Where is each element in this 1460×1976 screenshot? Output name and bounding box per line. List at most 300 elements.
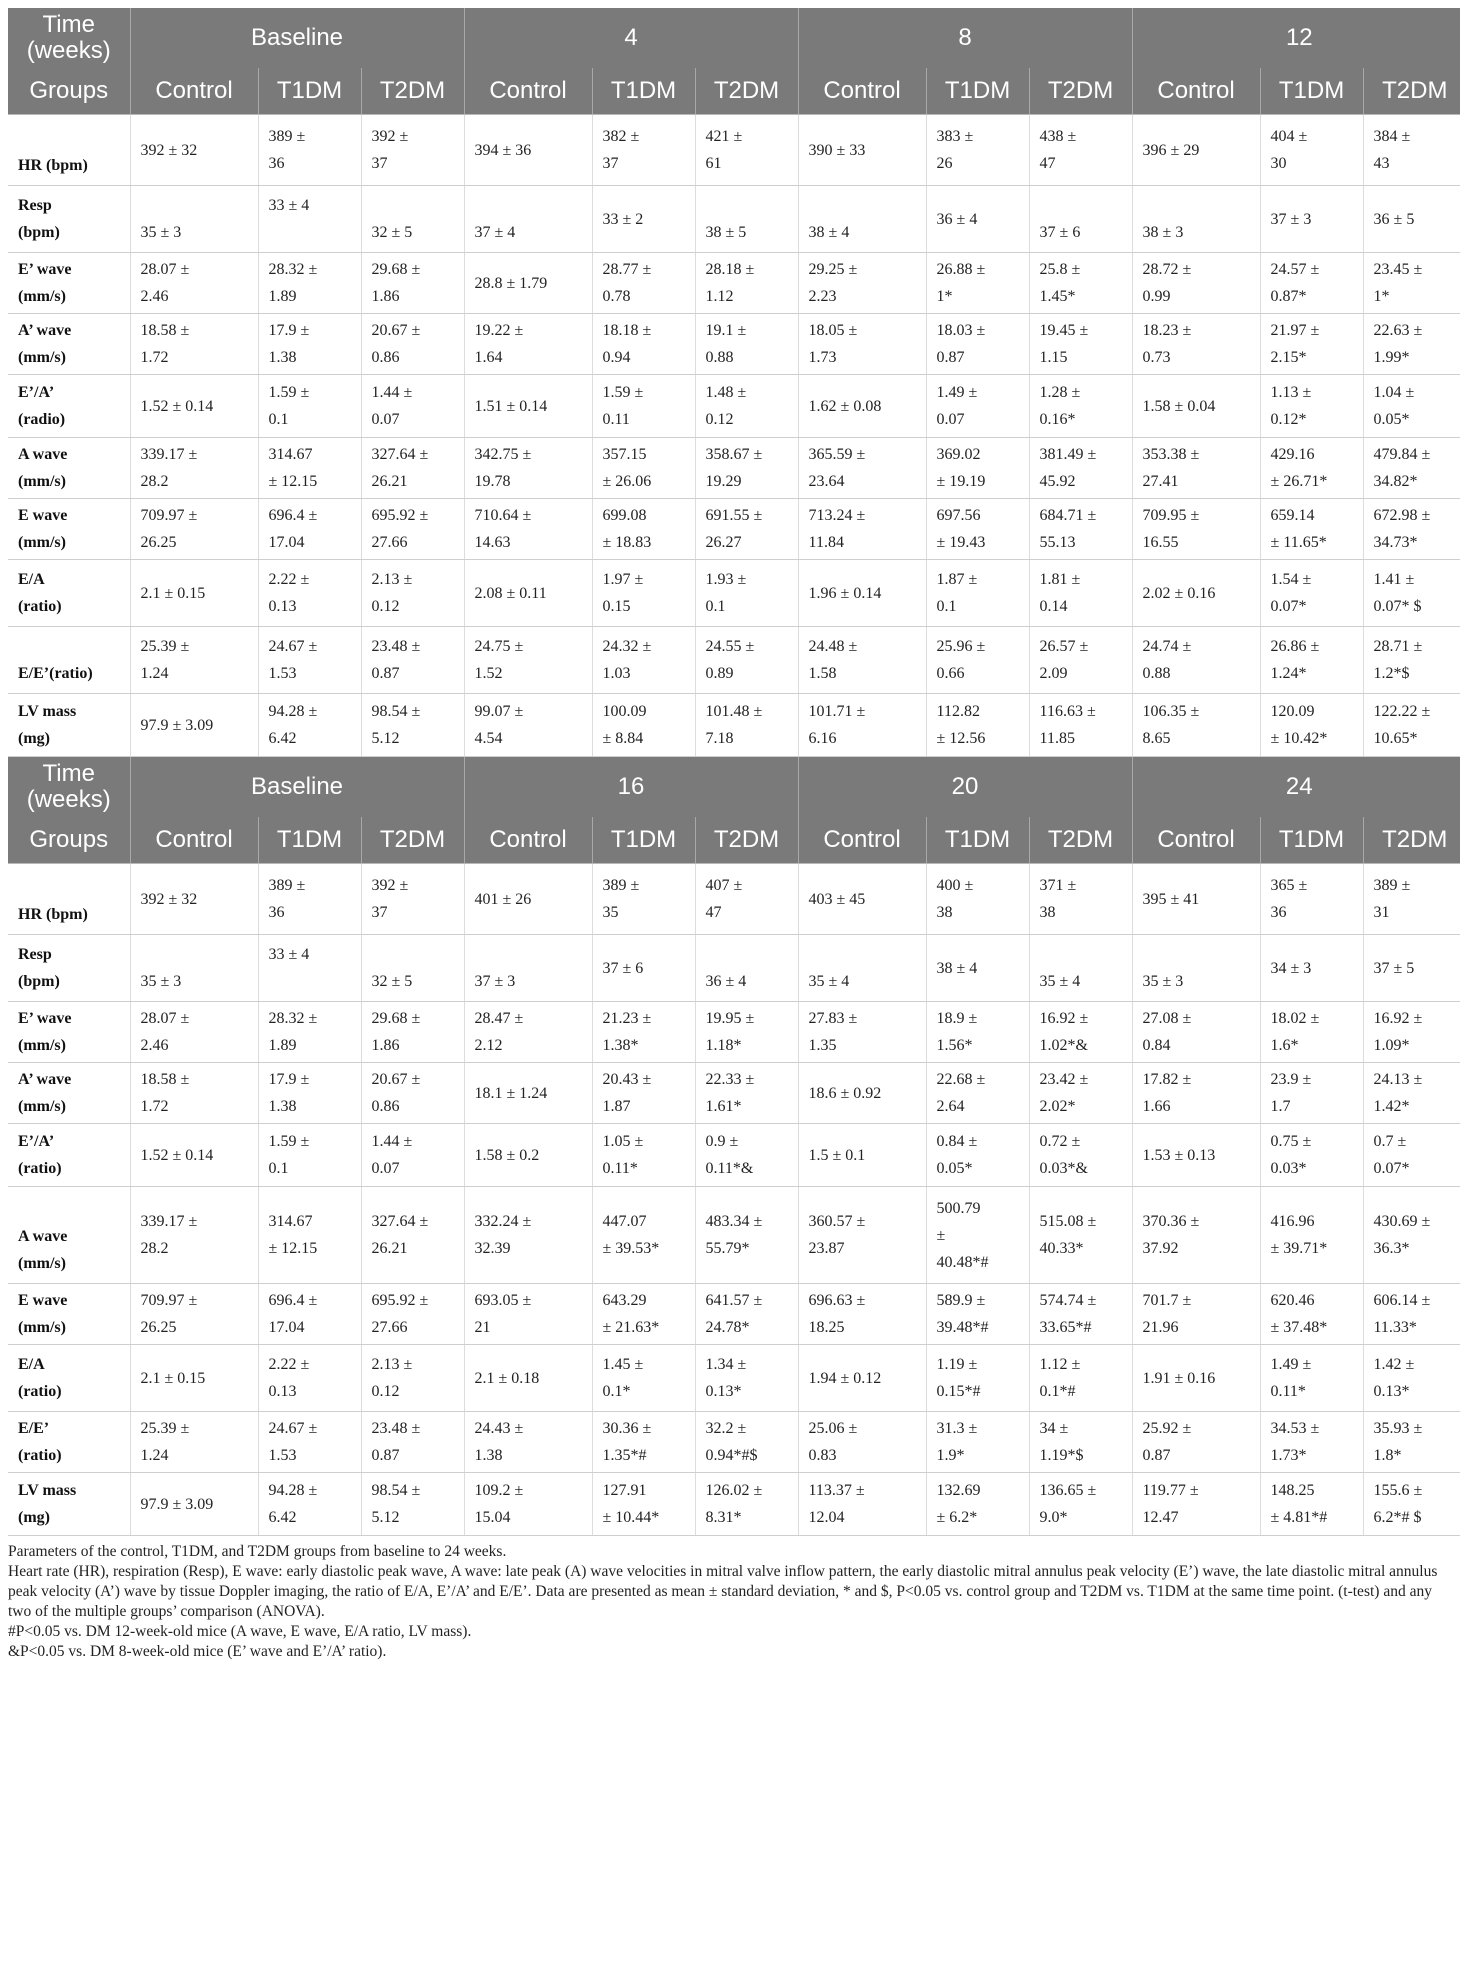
table-cell: 20.67 ± 0.86: [361, 1063, 464, 1124]
group-header-t1dm: T1DM: [258, 817, 361, 864]
table-cell: 2.1 ± 0.15: [130, 560, 258, 627]
table-cell: 35.93 ± 1.8*: [1363, 1412, 1460, 1473]
table-cell: 24.32 ± 1.03: [592, 627, 695, 694]
table-row: [8, 694, 1460, 757]
table-cell: 1.94 ± 0.12: [798, 1345, 926, 1412]
table-cell: 396 ± 29: [1132, 115, 1260, 186]
table-cell: 25.96 ± 0.66: [926, 627, 1029, 694]
table-cell: 574.74 ± 33.65*#: [1029, 1284, 1132, 1345]
table-cell: 29.68 ± 1.86: [361, 253, 464, 314]
table-row: [8, 560, 1460, 627]
table-cell: 1.45 ± 0.1*: [592, 1345, 695, 1412]
table-cell: 620.46 ± 37.48*: [1260, 1284, 1363, 1345]
table-cell: 28.32 ± 1.89: [258, 253, 361, 314]
table-cell: 479.84 ± 34.82*: [1363, 438, 1460, 499]
parameter-label: E wave (mm/s): [8, 499, 130, 560]
table-cell: 32.2 ± 0.94*#$: [695, 1412, 798, 1473]
parameter-label: E/A (ratio): [8, 560, 130, 627]
table-cell: 2.13 ± 0.12: [361, 1345, 464, 1412]
table-footnotes: [8, 1542, 1453, 1662]
table-cell: 1.19 ± 0.15*#: [926, 1345, 1029, 1412]
group-header-t2dm: T2DM: [361, 68, 464, 115]
table-cell: 34 ± 1.19*$: [1029, 1412, 1132, 1473]
table-cell: 22.68 ± 2.64: [926, 1063, 1029, 1124]
table-cell: 29.68 ± 1.86: [361, 1002, 464, 1063]
groups-header: Groups: [8, 68, 130, 115]
table-cell: 2.22 ± 0.13: [258, 560, 361, 627]
table-cell: 1.48 ± 0.12: [695, 375, 798, 438]
table-cell: 26.88 ± 1*: [926, 253, 1029, 314]
table-cell: 23.42 ± 2.02*: [1029, 1063, 1132, 1124]
table-cell: 23.45 ± 1*: [1363, 253, 1460, 314]
group-header-t2dm: T2DM: [361, 817, 464, 864]
footnote-abbreviations: Heart rate (HR), respiration (Resp), E wave: early diastolic peak wave, A wave: late peak (A) wave velocities in mitral valve inflow pattern, the early diastolic mitral annulus peak velocity (E’) wave, the late diastolic mitral annulus peak velocity (A’) wave by tissue Doppler imaging, the ratio of E/A, E’/A’ and E/E’. Data are presented as mean ± standard deviation, * and $, P<0.05 vs. control group and T2DM vs. T1DM at the same time point. (t-test) and any two of the multiple groups’ comparison (ANOVA).: [8, 1563, 1438, 1620]
table-row: [8, 1063, 1460, 1124]
table-cell: 99.07 ± 4.54: [464, 694, 592, 757]
table-cell: 36 ± 5: [1363, 186, 1460, 253]
table-cell: 2.1 ± 0.18: [464, 1345, 592, 1412]
table-cell: 28.72 ± 0.99: [1132, 253, 1260, 314]
table-cell: 29.25 ± 2.23: [798, 253, 926, 314]
results-table-weeks-0-12: [8, 8, 1460, 757]
table-cell: 18.58 ± 1.72: [130, 314, 258, 375]
group-header-control: Control: [798, 817, 926, 864]
group-header-t2dm: T2DM: [695, 68, 798, 115]
table-cell: 438 ± 47: [1029, 115, 1132, 186]
group-header-t1dm: T1DM: [1260, 817, 1363, 864]
table-cell: 1.87 ± 0.1: [926, 560, 1029, 627]
table-cell: 693.05 ± 21: [464, 1284, 592, 1345]
table-cell: 389 ± 35: [592, 864, 695, 935]
table-cell: 1.49 ± 0.11*: [1260, 1345, 1363, 1412]
parameter-label: E wave (mm/s): [8, 1284, 130, 1345]
time-point-24: 24: [1132, 757, 1460, 817]
table-cell: 28.8 ± 1.79: [464, 253, 592, 314]
group-header-t1dm: T1DM: [592, 817, 695, 864]
table-cell: 1.93 ± 0.1: [695, 560, 798, 627]
group-header-control: Control: [130, 817, 258, 864]
table-row: [8, 253, 1460, 314]
time-point-16: 16: [464, 757, 798, 817]
table-cell: 339.17 ± 28.2: [130, 1187, 258, 1284]
table-cell: 24.48 ± 1.58: [798, 627, 926, 694]
table-cell: 314.67 ± 12.15: [258, 1187, 361, 1284]
table-cell: 1.49 ± 0.07: [926, 375, 1029, 438]
table-cell: 1.58 ± 0.2: [464, 1124, 592, 1187]
table-cell: 381.49 ± 45.92: [1029, 438, 1132, 499]
parameter-label: E’/A’ (radio): [8, 375, 130, 438]
table-cell: 641.57 ± 24.78*: [695, 1284, 798, 1345]
table-cell: 120.09 ± 10.42*: [1260, 694, 1363, 757]
table-cell: 314.67 ± 12.15: [258, 438, 361, 499]
table-cell: 392 ± 32: [130, 115, 258, 186]
table-cell: 684.71 ± 55.13: [1029, 499, 1132, 560]
group-header-control: Control: [798, 68, 926, 115]
parameter-label: LV mass (mg): [8, 694, 130, 757]
table-cell: 148.25 ± 4.81*#: [1260, 1473, 1363, 1536]
table-cell: 400 ± 38: [926, 864, 1029, 935]
table-cell: 18.6 ± 0.92: [798, 1063, 926, 1124]
table-cell: 16.92 ± 1.02*&: [1029, 1002, 1132, 1063]
group-header-t1dm: T1DM: [592, 68, 695, 115]
parameter-label: LV mass (mg): [8, 1473, 130, 1536]
group-header-control: Control: [464, 817, 592, 864]
table-cell: 27.83 ± 1.35: [798, 1002, 926, 1063]
table-cell: 112.82 ± 12.56: [926, 694, 1029, 757]
table-cell: 28.77 ± 0.78: [592, 253, 695, 314]
table-cell: 136.65 ± 9.0*: [1029, 1473, 1132, 1536]
table-cell: 401 ± 26: [464, 864, 592, 935]
table-cell: 101.71 ± 6.16: [798, 694, 926, 757]
table-cell: 37 ± 6: [592, 935, 695, 1002]
table-row: [8, 935, 1460, 1002]
table-cell: 155.6 ± 6.2*# $: [1363, 1473, 1460, 1536]
table-cell: 0.75 ± 0.03*: [1260, 1124, 1363, 1187]
table-cell: 369.02 ± 19.19: [926, 438, 1029, 499]
table-cell: 23.48 ± 0.87: [361, 1412, 464, 1473]
table-cell: 1.59 ± 0.11: [592, 375, 695, 438]
table-cell: 696.4 ± 17.04: [258, 499, 361, 560]
table-cell: 18.9 ± 1.56*: [926, 1002, 1029, 1063]
table-cell: 332.24 ± 32.39: [464, 1187, 592, 1284]
table-cell: 0.84 ± 0.05*: [926, 1124, 1029, 1187]
table-cell: 358.67 ± 19.29: [695, 438, 798, 499]
group-header-control: Control: [464, 68, 592, 115]
group-header-t2dm: T2DM: [1363, 68, 1460, 115]
table-cell: 19.1 ± 0.88: [695, 314, 798, 375]
table-cell: 25.8 ± 1.45*: [1029, 253, 1132, 314]
results-table-weeks-16-24: [8, 757, 1460, 1536]
table-cell: 710.64 ± 14.63: [464, 499, 592, 560]
table-cell: 691.55 ± 26.27: [695, 499, 798, 560]
table-cell: 35 ± 3: [1132, 935, 1260, 1002]
parameter-label: A’ wave (mm/s): [8, 1063, 130, 1124]
group-header-control: Control: [130, 68, 258, 115]
time-point-baseline: Baseline: [130, 8, 464, 68]
table-cell: 23.48 ± 0.87: [361, 627, 464, 694]
table-cell: 1.44 ± 0.07: [361, 375, 464, 438]
table-cell: 101.48 ± 7.18: [695, 694, 798, 757]
table-row: [8, 499, 1460, 560]
table-cell: 353.38 ± 27.41: [1132, 438, 1260, 499]
table-cell: 0.9 ± 0.11*&: [695, 1124, 798, 1187]
table-cell: 1.44 ± 0.07: [361, 1124, 464, 1187]
table-cell: 339.17 ± 28.2: [130, 438, 258, 499]
table-cell: 20.67 ± 0.86: [361, 314, 464, 375]
parameter-label: E/E’(ratio): [8, 627, 130, 694]
table-cell: 33 ± 4: [258, 186, 361, 253]
table-cell: 97.9 ± 3.09: [130, 694, 258, 757]
table-cell: 27.08 ± 0.84: [1132, 1002, 1260, 1063]
table-cell: 327.64 ± 26.21: [361, 438, 464, 499]
table-cell: 19.95 ± 1.18*: [695, 1002, 798, 1063]
table-cell: 24.43 ± 1.38: [464, 1412, 592, 1473]
table-cell: 342.75 ± 19.78: [464, 438, 592, 499]
table-cell: 38 ± 4: [926, 935, 1029, 1002]
group-header-t1dm: T1DM: [926, 817, 1029, 864]
table-cell: 35 ± 4: [1029, 935, 1132, 1002]
table-cell: 33 ± 2: [592, 186, 695, 253]
table-cell: 1.5 ± 0.1: [798, 1124, 926, 1187]
table-cell: 1.96 ± 0.14: [798, 560, 926, 627]
table-cell: 25.92 ± 0.87: [1132, 1412, 1260, 1473]
parameter-label: A’ wave (mm/s): [8, 314, 130, 375]
table-cell: 430.69 ± 36.3*: [1363, 1187, 1460, 1284]
table-cell: 390 ± 33: [798, 115, 926, 186]
table-cell: 97.9 ± 3.09: [130, 1473, 258, 1536]
parameter-label: E/E’ (ratio): [8, 1412, 130, 1473]
table-cell: 35 ± 4: [798, 935, 926, 1002]
table-cell: 384 ± 43: [1363, 115, 1460, 186]
table-cell: 28.47 ± 2.12: [464, 1002, 592, 1063]
table-cell: 1.41 ± 0.07* $: [1363, 560, 1460, 627]
table-cell: 643.29 ± 21.63*: [592, 1284, 695, 1345]
parameter-label: HR (bpm): [8, 864, 130, 935]
table-cell: 122.22 ± 10.65*: [1363, 694, 1460, 757]
table-cell: 32 ± 5: [361, 186, 464, 253]
table-row: [8, 1345, 1460, 1412]
table-cell: 28.71 ± 1.2*$: [1363, 627, 1460, 694]
table-cell: 1.53 ± 0.13: [1132, 1124, 1260, 1187]
table-cell: 696.4 ± 17.04: [258, 1284, 361, 1345]
group-header-t1dm: T1DM: [1260, 68, 1363, 115]
table-cell: 1.59 ± 0.1: [258, 1124, 361, 1187]
table-cell: 28.18 ± 1.12: [695, 253, 798, 314]
table-cell: 17.82 ± 1.66: [1132, 1063, 1260, 1124]
time-point-20: 20: [798, 757, 1132, 817]
footnote-caption: Parameters of the control, T1DM, and T2DM groups from baseline to 24 weeks.: [8, 1543, 507, 1560]
table-cell: 33 ± 4: [258, 935, 361, 1002]
table-cell: 357.15 ± 26.06: [592, 438, 695, 499]
parameter-label: E’/A’ (ratio): [8, 1124, 130, 1187]
table-row: [8, 438, 1460, 499]
table-cell: 500.79 ± 40.48*#: [926, 1187, 1029, 1284]
table-row: [8, 1412, 1460, 1473]
table-cell: 382 ± 37: [592, 115, 695, 186]
table-cell: 394 ± 36: [464, 115, 592, 186]
parameter-label: HR (bpm): [8, 115, 130, 186]
group-header-control: Control: [1132, 817, 1260, 864]
table-cell: 25.06 ± 0.83: [798, 1412, 926, 1473]
footnote-ampersand: &P<0.05 vs. DM 8-week-old mice (E’ wave and E’/A’ ratio).: [8, 1643, 387, 1660]
table-cell: 1.12 ± 0.1*#: [1029, 1345, 1132, 1412]
table-row: [8, 1124, 1460, 1187]
table-cell: 25.39 ± 1.24: [130, 1412, 258, 1473]
table-cell: 116.63 ± 11.85: [1029, 694, 1132, 757]
table-cell: 421 ± 61: [695, 115, 798, 186]
table-cell: 383 ± 26: [926, 115, 1029, 186]
table-row: [8, 1284, 1460, 1345]
table-cell: 392 ± 37: [361, 864, 464, 935]
table-cell: 23.9 ± 1.7: [1260, 1063, 1363, 1124]
table-cell: 696.63 ± 18.25: [798, 1284, 926, 1345]
table-cell: 672.98 ± 34.73*: [1363, 499, 1460, 560]
parameter-label: Resp (bpm): [8, 186, 130, 253]
table-row: [8, 627, 1460, 694]
table-cell: 659.14 ± 11.65*: [1260, 499, 1363, 560]
table-cell: 34.53 ± 1.73*: [1260, 1412, 1363, 1473]
table-cell: 119.77 ± 12.47: [1132, 1473, 1260, 1536]
table-cell: 16.92 ± 1.09*: [1363, 1002, 1460, 1063]
table-cell: 17.9 ± 1.38: [258, 314, 361, 375]
table-cell: 447.07 ± 39.53*: [592, 1187, 695, 1284]
table-cell: 18.23 ± 0.73: [1132, 314, 1260, 375]
group-header-t2dm: T2DM: [1029, 68, 1132, 115]
table-cell: 21.97 ± 2.15*: [1260, 314, 1363, 375]
table-cell: 1.59 ± 0.1: [258, 375, 361, 438]
table-cell: 18.58 ± 1.72: [130, 1063, 258, 1124]
table-cell: 18.02 ± 1.6*: [1260, 1002, 1363, 1063]
table-cell: 24.55 ± 0.89: [695, 627, 798, 694]
group-header-t2dm: T2DM: [1029, 817, 1132, 864]
time-point-8: 8: [798, 8, 1132, 68]
table-cell: 515.08 ± 40.33*: [1029, 1187, 1132, 1284]
table-row: [8, 1473, 1460, 1536]
table-cell: 24.13 ± 1.42*: [1363, 1063, 1460, 1124]
table-cell: 697.56 ± 19.43: [926, 499, 1029, 560]
table-cell: 709.97 ± 26.25: [130, 499, 258, 560]
table-cell: 1.58 ± 0.04: [1132, 375, 1260, 438]
table-cell: 389 ± 31: [1363, 864, 1460, 935]
table-cell: 392 ± 37: [361, 115, 464, 186]
time-point-baseline: Baseline: [130, 757, 464, 817]
table-cell: 18.03 ± 0.87: [926, 314, 1029, 375]
table-cell: 98.54 ± 5.12: [361, 694, 464, 757]
table-cell: 28.07 ± 2.46: [130, 253, 258, 314]
table-cell: 701.7 ± 21.96: [1132, 1284, 1260, 1345]
table-cell: 21.23 ± 1.38*: [592, 1002, 695, 1063]
group-header-t1dm: T1DM: [926, 68, 1029, 115]
table-cell: 22.33 ± 1.61*: [695, 1063, 798, 1124]
table-cell: 30.36 ± 1.35*#: [592, 1412, 695, 1473]
table-cell: 38 ± 5: [695, 186, 798, 253]
table-cell: 24.57 ± 0.87*: [1260, 253, 1363, 314]
table-cell: 98.54 ± 5.12: [361, 1473, 464, 1536]
table-cell: 1.97 ± 0.15: [592, 560, 695, 627]
table-cell: 28.07 ± 2.46: [130, 1002, 258, 1063]
table-cell: 429.16 ± 26.71*: [1260, 438, 1363, 499]
table-cell: 18.05 ± 1.73: [798, 314, 926, 375]
table-cell: 19.45 ± 1.15: [1029, 314, 1132, 375]
table-cell: 389 ± 36: [258, 864, 361, 935]
table-cell: 371 ± 38: [1029, 864, 1132, 935]
table-cell: 2.08 ± 0.11: [464, 560, 592, 627]
table-cell: 1.34 ± 0.13*: [695, 1345, 798, 1412]
table-cell: 589.9 ± 39.48*#: [926, 1284, 1029, 1345]
time-weeks-header: Time (weeks): [8, 8, 130, 68]
table-cell: 0.72 ± 0.03*&: [1029, 1124, 1132, 1187]
table-cell: 126.02 ± 8.31*: [695, 1473, 798, 1536]
footnote-hash: #P<0.05 vs. DM 12-week-old mice (A wave, E wave, E/A ratio, LV mass).: [8, 1623, 472, 1640]
parameter-label: Resp (bpm): [8, 935, 130, 1002]
table-cell: 1.62 ± 0.08: [798, 375, 926, 438]
parameter-label: E’ wave (mm/s): [8, 1002, 130, 1063]
table-row: [8, 1187, 1460, 1284]
table-cell: 0.7 ± 0.07*: [1363, 1124, 1460, 1187]
table-cell: 365 ± 36: [1260, 864, 1363, 935]
table-cell: 127.91 ± 10.44*: [592, 1473, 695, 1536]
table-cell: 18.18 ± 0.94: [592, 314, 695, 375]
table-cell: 20.43 ± 1.87: [592, 1063, 695, 1124]
table-cell: 1.81 ± 0.14: [1029, 560, 1132, 627]
table-cell: 28.32 ± 1.89: [258, 1002, 361, 1063]
table-cell: 34 ± 3: [1260, 935, 1363, 1002]
table-cell: 713.24 ± 11.84: [798, 499, 926, 560]
table-cell: 389 ± 36: [258, 115, 361, 186]
table-cell: 35 ± 3: [130, 935, 258, 1002]
table-row: [8, 115, 1460, 186]
table-cell: 32 ± 5: [361, 935, 464, 1002]
table-cell: 699.08 ± 18.83: [592, 499, 695, 560]
groups-header: Groups: [8, 817, 130, 864]
table-cell: 404 ± 30: [1260, 115, 1363, 186]
table-cell: 1.52 ± 0.14: [130, 1124, 258, 1187]
table-cell: 327.64 ± 26.21: [361, 1187, 464, 1284]
table-cell: 360.57 ± 23.87: [798, 1187, 926, 1284]
table-cell: 370.36 ± 37.92: [1132, 1187, 1260, 1284]
table-cell: 1.52 ± 0.14: [130, 375, 258, 438]
table-cell: 38 ± 3: [1132, 186, 1260, 253]
table-cell: 37 ± 6: [1029, 186, 1132, 253]
table-cell: 106.35 ± 8.65: [1132, 694, 1260, 757]
table-cell: 392 ± 32: [130, 864, 258, 935]
table-cell: 407 ± 47: [695, 864, 798, 935]
table-cell: 19.22 ± 1.64: [464, 314, 592, 375]
table-row: [8, 314, 1460, 375]
table-cell: 37 ± 3: [1260, 186, 1363, 253]
table-cell: 37 ± 3: [464, 935, 592, 1002]
time-point-12: 12: [1132, 8, 1460, 68]
table-cell: 1.42 ± 0.13*: [1363, 1345, 1460, 1412]
table-cell: 2.22 ± 0.13: [258, 1345, 361, 1412]
table-cell: 1.28 ± 0.16*: [1029, 375, 1132, 438]
table-cell: 26.86 ± 1.24*: [1260, 627, 1363, 694]
table-cell: 2.13 ± 0.12: [361, 560, 464, 627]
table-cell: 416.96 ± 39.71*: [1260, 1187, 1363, 1284]
parameter-label: E/A (ratio): [8, 1345, 130, 1412]
page: [8, 8, 1453, 1662]
table-cell: 94.28 ± 6.42: [258, 1473, 361, 1536]
table-cell: 1.04 ± 0.05*: [1363, 375, 1460, 438]
table-cell: 24.74 ± 0.88: [1132, 627, 1260, 694]
table-cell: 709.95 ± 16.55: [1132, 499, 1260, 560]
table-cell: 38 ± 4: [798, 186, 926, 253]
table-cell: 2.02 ± 0.16: [1132, 560, 1260, 627]
group-header-t2dm: T2DM: [695, 817, 798, 864]
table-cell: 36 ± 4: [695, 935, 798, 1002]
parameter-label: A wave (mm/s): [8, 438, 130, 499]
parameter-label: E’ wave (mm/s): [8, 253, 130, 314]
table-cell: 1.54 ± 0.07*: [1260, 560, 1363, 627]
table-cell: 24.67 ± 1.53: [258, 627, 361, 694]
table-cell: 24.67 ± 1.53: [258, 1412, 361, 1473]
table-cell: 113.37 ± 12.04: [798, 1473, 926, 1536]
table-cell: 483.34 ± 55.79*: [695, 1187, 798, 1284]
table-cell: 1.51 ± 0.14: [464, 375, 592, 438]
group-header-t1dm: T1DM: [258, 68, 361, 115]
parameter-label: A wave (mm/s): [8, 1187, 130, 1284]
table-cell: 31.3 ± 1.9*: [926, 1412, 1029, 1473]
table-cell: 22.63 ± 1.99*: [1363, 314, 1460, 375]
table-cell: 1.91 ± 0.16: [1132, 1345, 1260, 1412]
table-cell: 26.57 ± 2.09: [1029, 627, 1132, 694]
table-cell: 606.14 ± 11.33*: [1363, 1284, 1460, 1345]
time-weeks-header: Time (weeks): [8, 757, 130, 817]
table-row: [8, 186, 1460, 253]
table-cell: 109.2 ± 15.04: [464, 1473, 592, 1536]
table-cell: 2.1 ± 0.15: [130, 1345, 258, 1412]
table-row: [8, 375, 1460, 438]
